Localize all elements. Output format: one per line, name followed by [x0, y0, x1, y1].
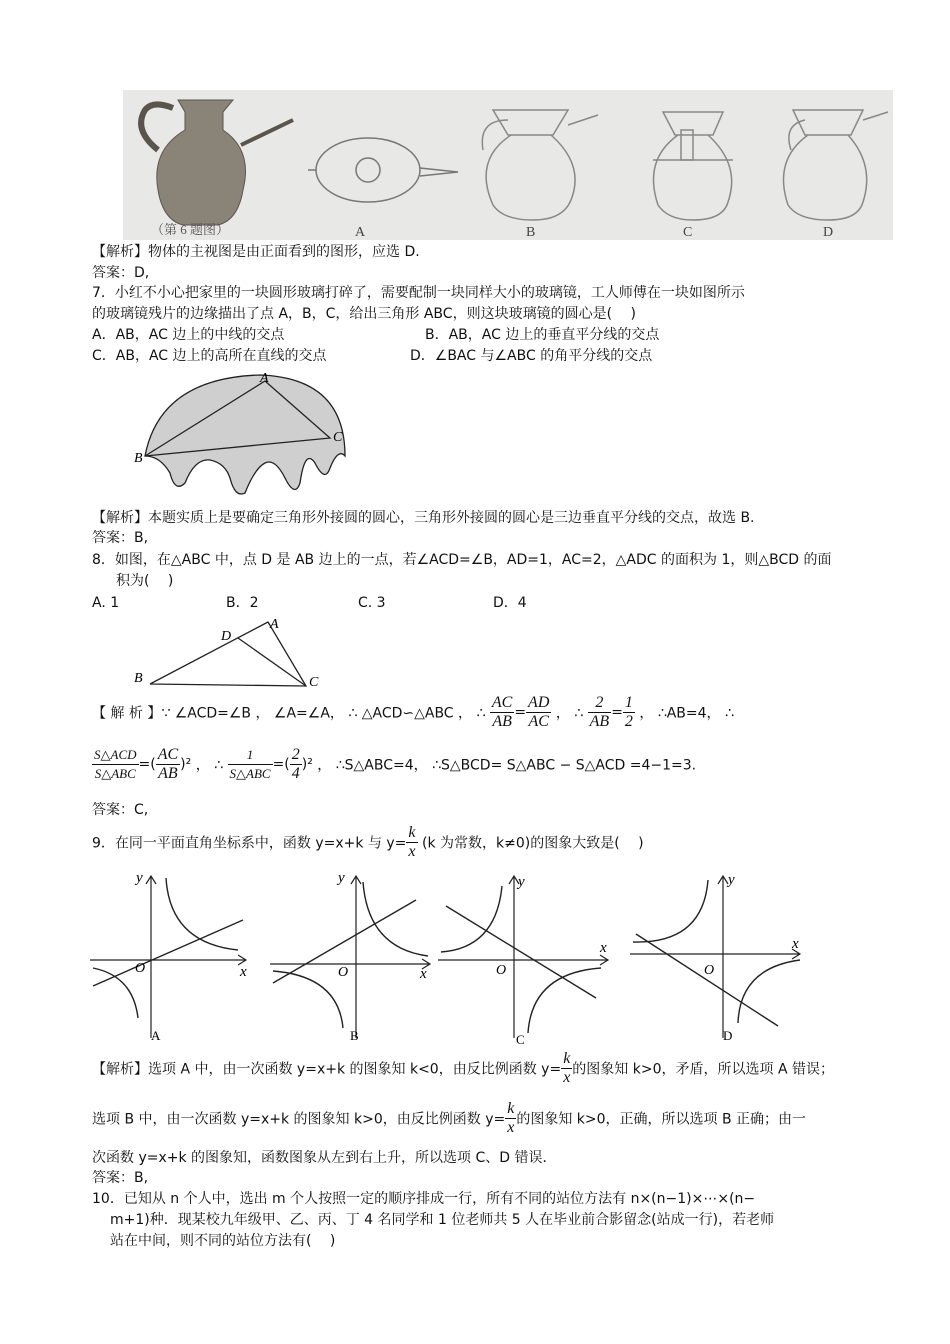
- option-c-label: C: [683, 225, 693, 240]
- q8-label-a: A: [270, 617, 279, 632]
- q7-glass-figure: [130, 368, 360, 503]
- option-b-label: B: [526, 225, 536, 240]
- svg-text:y: y: [518, 874, 525, 890]
- q8-triangle-figure: [128, 612, 328, 692]
- q8-label-b: B: [134, 671, 143, 686]
- fraction: $\frac{AC}{AB}$: [491, 694, 513, 730]
- vase-photo: [141, 100, 293, 225]
- svg-text:O: O: [135, 961, 146, 976]
- q7-option-a: A．AB，AC 边上的中线的交点: [92, 327, 285, 343]
- q8-analysis-mid3: ， ∴: [195, 757, 224, 774]
- q10-line1: 10．已知从 n 个人中，选出 m 个人按照一定的顺序排成一行，所有不同的站位方法有 n×(n−1)×⋯×(n−: [92, 1191, 756, 1207]
- q7-analysis: 【解析】本题实质上是要确定三角形外接圆的圆心，三角形外接圆的圆心是三边垂直平分线的交点，故选 B.: [92, 510, 755, 526]
- q7-label-c: C: [333, 430, 343, 445]
- svg-text:x: x: [792, 936, 799, 952]
- fraction: $\frac{2}{AB}$: [589, 694, 610, 730]
- q9-stem-suffix: (k 为常数，k≠0)的图象大致是( ): [417, 835, 644, 852]
- q6-analysis: 【解析】物体的主视图是由正面看到的图形，应选 D.: [92, 244, 420, 260]
- q8-analysis-mid2: ， ∴AB=4， ∴: [639, 705, 734, 722]
- q9-analysis1-prefix: 【解析】选项 A 中，由一次函数 y=x+k 的图象知 k<0，由反比例函数 y=: [92, 1061, 562, 1078]
- option-d-label: D: [823, 225, 834, 240]
- svg-text:x: x: [420, 966, 427, 982]
- q9-graph-c: [436, 868, 616, 1046]
- q9-analysis2-prefix: 选项 B 中，由一次函数 y=x+k 的图象知 k>0，由反比例函数 y=: [92, 1111, 506, 1128]
- svg-text:D: D: [723, 1028, 733, 1043]
- q9-answer: 答案：B,: [92, 1170, 149, 1186]
- svg-text:y: y: [136, 870, 143, 886]
- svg-text:C: C: [516, 1032, 525, 1046]
- svg-text:x: x: [240, 964, 247, 980]
- q8-answer: 答案：C,: [92, 802, 149, 818]
- figure-caption: （第 6 题图）: [151, 222, 230, 237]
- q8-analysis-tail: ， ∴S△ABC=4， ∴S△BCD= S△ABC − S△ACD =4−1=3.: [317, 757, 697, 774]
- svg-text:O: O: [338, 965, 349, 980]
- q9-graph-b: [268, 868, 438, 1046]
- q7-label-b: B: [134, 451, 143, 466]
- q8-label-d: D: [221, 629, 232, 644]
- q8-stem-line1: 8．如图，在△ABC 中，点 D 是 AB 边上的一点，若∠ACD=∠B，AD=1，AC=2，△ADC 的面积为 1，则△BCD 的面: [92, 552, 832, 568]
- q9-graph-d: [628, 868, 808, 1046]
- svg-text:B: B: [350, 1028, 359, 1043]
- q10-line3: 站在中间，则不同的站位方法有( ): [110, 1233, 336, 1249]
- svg-text:x: x: [600, 940, 607, 956]
- q10-line2: m+1)种．现某校九年级甲、乙、丙、丁 4 名同学和 1 位老师共 5 人在毕业前合影留念(站成一行)，若老师: [110, 1212, 775, 1228]
- q8-option-a: A. 1: [92, 595, 120, 611]
- svg-text:y: y: [338, 870, 345, 886]
- q9-analysis-line1: [92, 1050, 834, 1087]
- q7-stem-line2: 的玻璃镜残片的边缘描出了点 A，B，C，给出三角形 ABC，则这块玻璃镜的圆心是( ): [92, 306, 636, 322]
- q9-graph-a: [88, 868, 258, 1046]
- q7-option-b: B．AB，AC 边上的垂直平分线的交点: [425, 327, 660, 343]
- q7-stem-line1: 7．小红不小心把家里的一块圆形玻璃打碎了，需要配制一块同样大小的玻璃镜，工人师傅在一块如图所示: [92, 285, 745, 301]
- q9-stem: [92, 824, 644, 861]
- q9-analysis-line2: [92, 1100, 806, 1137]
- q8-stem-line2: 积为( ): [116, 573, 174, 589]
- q8-option-c: C. 3: [358, 595, 386, 611]
- q9-analysis2-suffix: 的图象知 k>0，正确，所以选项 B 正确；由一: [516, 1111, 807, 1128]
- q7-option-c: C．AB，AC 边上的高所在直线的交点: [92, 348, 327, 364]
- fraction: $\frac{AC}{AB}$: [157, 746, 179, 782]
- q7-option-d: D．∠BAC 与∠ABC 的角平分线的交点: [410, 348, 653, 364]
- fraction: $\frac{k}{x}$: [408, 824, 416, 860]
- fraction: $\frac{k}{x}$: [563, 1050, 571, 1086]
- option-a-label: A: [355, 225, 366, 240]
- fraction: $\frac{\text{S△ACD}}{\text{S△ABC}}$: [94, 747, 137, 781]
- q9-analysis1-suffix: 的图象知 k>0，矛盾，所以选项 A 错误；: [572, 1061, 834, 1078]
- q8-option-b: B．2: [226, 595, 259, 611]
- q9-analysis-line3: 次函数 y=x+k 的图象知，函数图象从左到右上升，所以选项 C、D 错误．: [92, 1150, 557, 1166]
- q8-analysis-prefix: 【 解 析 】∵ ∠ACD=∠B ， ∠A=∠A， ∴ △ACD∽△ABC ， ∴: [92, 705, 486, 722]
- q8-label-c: C: [309, 675, 319, 690]
- fraction: $\frac{1}{2}$: [624, 694, 633, 730]
- fraction: $\frac{2}{4}$: [291, 746, 300, 782]
- fraction: $\frac{k}{x}$: [507, 1100, 515, 1136]
- svg-text:y: y: [728, 872, 735, 888]
- q8-analysis-line1: 【 解 析 】∵ ∠ACD=∠B ， ∠A=∠A， ∴ △ACD∽△ABC ， ∴ $\frac{AC}{AB}$ = $\frac{AD}{AC}$ ， ∴ $\frac{2}{AB}$ = $\frac{1}{2}$ ， ∴AB=4， ∴: [92, 694, 734, 730]
- svg-text:O: O: [496, 963, 507, 978]
- q7-label-a: A: [260, 371, 269, 386]
- q8-analysis-line2: $\frac{\text{S△ACD}}{\text{S△ABC}}$ =( $\frac{AC}{AB}$ )² ， ∴ $\frac{1}{\text{S△ABC}}$ =( $\frac{2}{4}$ )² ， ∴S△ABC=4， ∴S△BCD= S△ABC − S△ACD =4−1=3.: [94, 746, 697, 782]
- q6-answer: 答案：D,: [92, 265, 150, 281]
- q9-stem-prefix: 9．在同一平面直角坐标系中，函数 y=x+k 与 y=: [92, 835, 407, 852]
- q7-answer: 答案：B,: [92, 530, 149, 546]
- svg-text:A: A: [151, 1028, 161, 1043]
- vase-figure: [123, 90, 893, 240]
- svg-text:O: O: [704, 963, 715, 978]
- q8-analysis-mid1: ， ∴: [555, 705, 584, 722]
- fraction: $\frac{1}{\text{S△ABC}}$: [229, 747, 271, 781]
- q8-option-d: D．4: [493, 595, 527, 611]
- fraction: $\frac{AD}{AC}$: [528, 694, 550, 730]
